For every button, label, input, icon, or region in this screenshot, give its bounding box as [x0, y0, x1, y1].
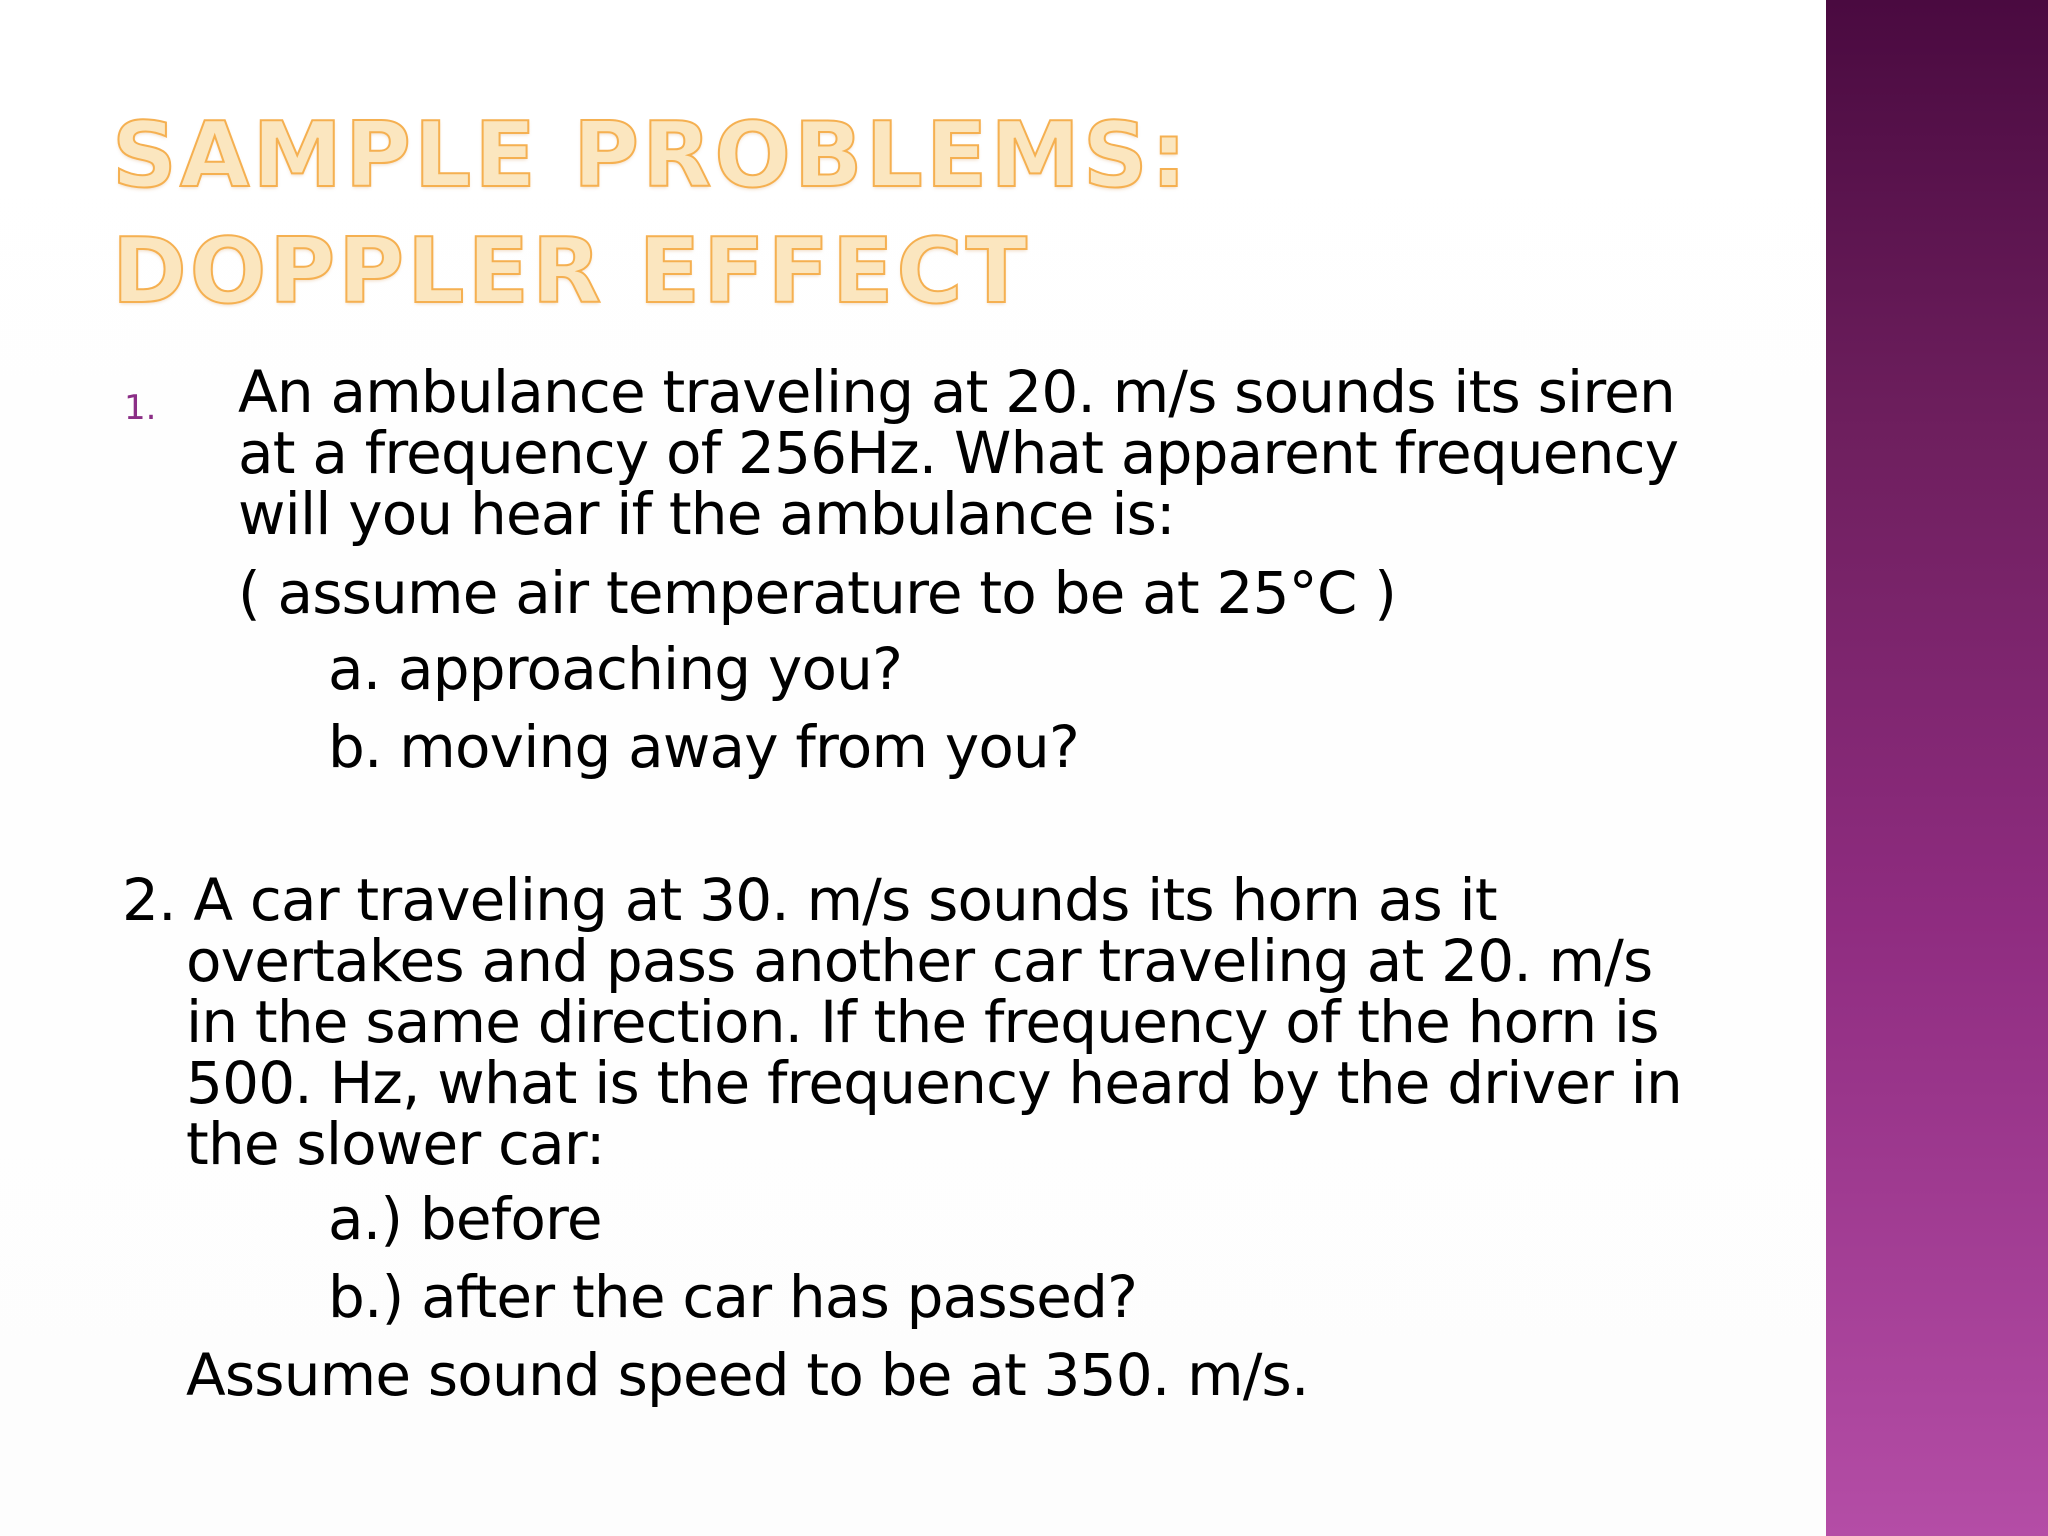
slide-title — [112, 98, 1190, 330]
problem-2-line-1: 2. A car traveling at 30. m/s sounds its horn as it — [122, 866, 1497, 934]
title-line-1: SAMPLE PROBLEMS: — [112, 103, 1190, 208]
title-line-2: DOPPLER EFFECT — [112, 219, 1030, 324]
problem-1-note: ( assume air temperature to be at 25°C ) — [238, 559, 1397, 627]
problem-1-option-a: a. approaching you? — [328, 635, 903, 703]
problem-2-line-3: in the same direction. If the frequency of the horn is — [186, 988, 1659, 1056]
problem-1-option-b: b. moving away from you? — [328, 713, 1079, 781]
problem-1-line-1: An ambulance traveling at 20. m/s sounds its siren — [238, 358, 1675, 426]
problem-1-line-3: will you hear if the ambulance is: — [238, 480, 1175, 548]
problem-2-line-5: the slower car: — [186, 1110, 605, 1178]
problem-2-assumption: Assume sound speed to be at 350. m/s. — [186, 1341, 1309, 1409]
problem-2-option-a: a.) before — [328, 1185, 602, 1253]
decorative-sidebar — [1826, 0, 2048, 1536]
problem-1-number: 1. — [124, 388, 157, 428]
problem-2-text — [122, 866, 1682, 1178]
problem-2-option-b: b.) after the car has passed? — [328, 1263, 1138, 1331]
problem-1-text — [238, 358, 1698, 548]
problem-2-line-2: overtakes and pass another car traveling at 20. m/s — [186, 927, 1653, 995]
problem-2-line-4: 500. Hz, what is the frequency heard by the driver in — [186, 1049, 1682, 1117]
problem-1-line-2: at a frequency of 256Hz. What apparent frequency — [238, 419, 1679, 487]
